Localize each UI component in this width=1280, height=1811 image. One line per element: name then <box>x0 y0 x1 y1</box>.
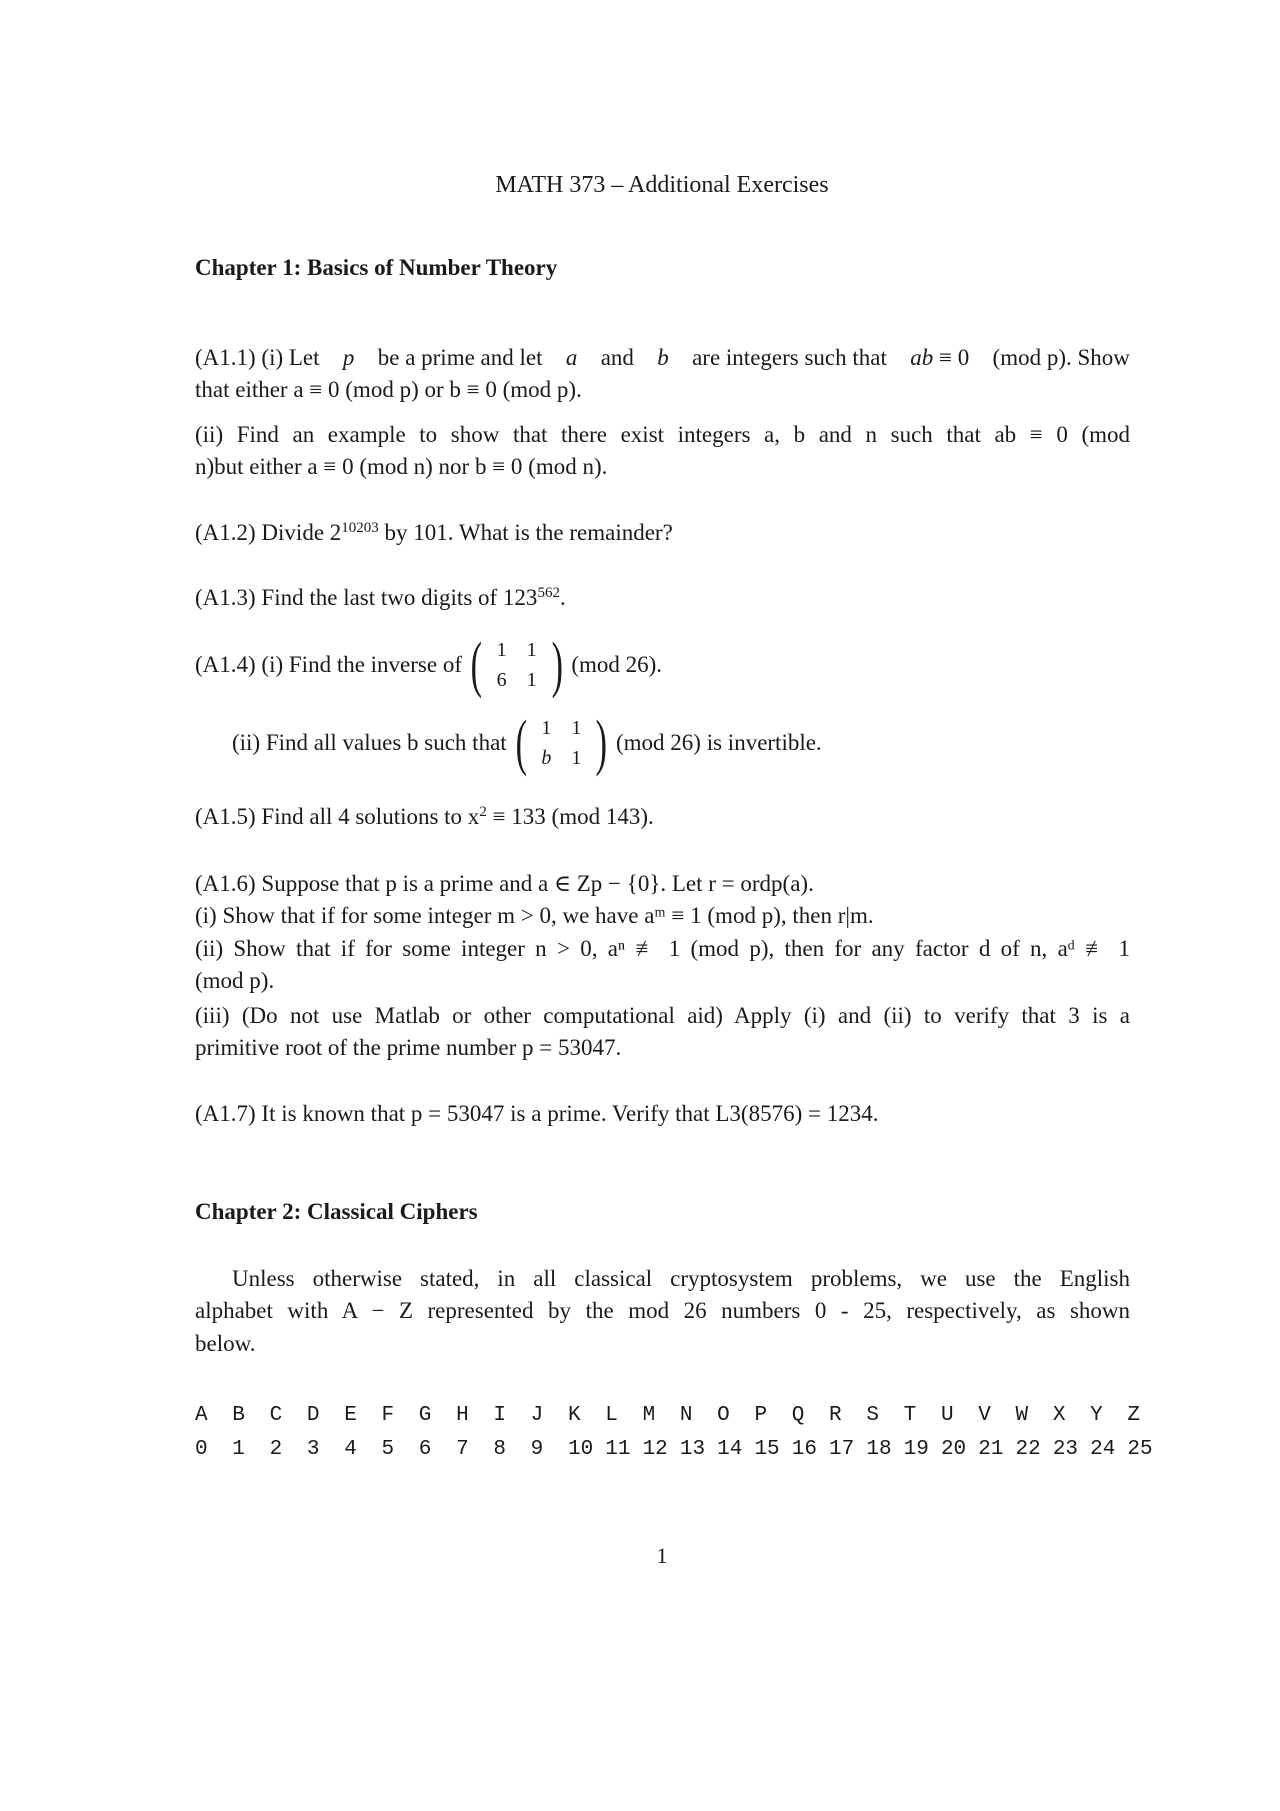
alphabet-number-cell: 22 <box>1015 1437 1041 1461</box>
matrix-ii-cell: b <box>541 747 552 769</box>
matrix-i: ( 1 1 6 1 ) <box>470 631 563 699</box>
matrix-i-cell: 1 <box>526 639 537 661</box>
a14-i-post: (mod 26). <box>571 652 663 677</box>
alphabet-letter-cell: T <box>903 1403 917 1427</box>
page-number: 1 <box>656 1543 668 1568</box>
alphabet-letter-cell: U <box>940 1403 954 1427</box>
alphabet-number-cell: 4 <box>344 1437 357 1461</box>
alphabet-number-cell: 16 <box>791 1437 817 1461</box>
alphabet-number-cell: 20 <box>940 1437 967 1461</box>
chapter-2-heading: Chapter 2: Classical Ciphers <box>195 1199 478 1224</box>
exercise-a1-6-line-4: (mod p). <box>195 968 275 993</box>
exercise-a1-1-line-2: that either a ≡ 0 (mod p) or b ≡ 0 (mod p). <box>195 377 582 402</box>
alphabet-number-cell: 8 <box>493 1437 506 1461</box>
alphabet-letter-cell: F <box>381 1403 395 1427</box>
alphabet-number-cell: 7 <box>456 1437 469 1461</box>
matrix-i-cell: 1 <box>526 669 537 691</box>
matrix-i-cell: 1 <box>496 639 507 661</box>
alphabet-number-cell: 6 <box>418 1437 432 1461</box>
exercise-a1-6-line-3: (ii) Show that if for some integer n > 0, aⁿ ≢ 1 (mod p), then for any factor d of n, aᵈ ≢ 1 <box>195 936 1130 961</box>
alphabet-number-cell: 21 <box>978 1437 1004 1461</box>
exercise-a1-4-ii <box>232 709 822 777</box>
alphabet-number-cell: 12 <box>642 1437 668 1461</box>
alphabet-number-cell: 10 <box>567 1437 594 1461</box>
alphabet-number-cell: 13 <box>679 1437 706 1461</box>
matrix-ii-cell: 1 <box>541 717 552 739</box>
exercise-a1-1-ii-line-1: (ii) Find an example to show that there exist integers a, b and n such that ab ≡ 0 (mod <box>195 422 1130 447</box>
a12-pre: (A1.2) Divide 2 <box>195 520 342 545</box>
exercise-a1-6-line-1: (A1.6) Suppose that p is a prime and a ∈ Zp − {0}. Let r = ordp(a). <box>195 871 814 896</box>
matrix-ii-cell: 1 <box>571 747 582 769</box>
alphabet-number-cell: 5 <box>381 1437 395 1461</box>
chapter-1-heading: Chapter 1: Basics of Number Theory <box>195 255 558 280</box>
a14-i-text: (A1.4) (i) Find the inverse of <box>195 652 462 677</box>
exercise-a1-2 <box>195 520 673 546</box>
alphabet-letter-cell: B <box>232 1403 245 1427</box>
exercise-a1-3 <box>195 585 566 611</box>
exercise-a1-5 <box>195 804 654 830</box>
alphabet-letters-row <box>195 1398 1165 1432</box>
chapter-2-intro-line-2: alphabet with A − Z represented by the mod 26 numbers 0 - 25, respectively, as shown <box>195 1298 1130 1323</box>
a13-post: . <box>559 585 566 610</box>
alphabet-letter-cell: Q <box>791 1403 805 1427</box>
a15-exponent: 2 <box>479 803 487 820</box>
alphabet-letter-cell: W <box>1015 1403 1029 1427</box>
alphabet-number-cell: 23 <box>1052 1437 1079 1461</box>
alphabet-table <box>195 1398 1165 1466</box>
a15-post: ≡ 133 (mod 143). <box>486 804 654 829</box>
alphabet-number-cell: 0 <box>195 1437 208 1461</box>
alphabet-number-cell: 1 <box>232 1437 245 1461</box>
alphabet-number-cell: 2 <box>269 1437 283 1461</box>
alphabet-number-cell: 15 <box>754 1437 780 1461</box>
alphabet-number-cell: 19 <box>903 1437 929 1461</box>
alphabet-letter-cell: C <box>269 1403 283 1427</box>
alphabet-letter-cell: S <box>866 1403 879 1427</box>
alphabet-letter-cell: H <box>456 1403 469 1427</box>
page-title: MATH 373 – Additional Exercises <box>495 172 829 198</box>
alphabet-number-cell: 3 <box>306 1437 320 1461</box>
matrix-ii-cell: 1 <box>571 717 582 739</box>
chapter-2-intro-line-3: below. <box>195 1331 256 1356</box>
a11-and: and <box>600 345 634 370</box>
exercise-a1-7: (A1.7) It is known that p = 53047 is a prime. Verify that L3(8576) = 1234. <box>195 1101 879 1126</box>
alphabet-number-cell: 25 <box>1127 1437 1153 1461</box>
alphabet-letter-cell: I <box>493 1403 506 1427</box>
matrix-ii: ( 1 1 b 1 ) <box>515 709 608 777</box>
alphabet-letter-cell: N <box>679 1403 693 1427</box>
alphabet-letter-cell: D <box>306 1403 320 1427</box>
matrix-i-cell: 6 <box>496 669 507 691</box>
a11-line1b: be a prime and let <box>377 345 543 370</box>
a11-line1c: are integers such that <box>692 345 887 370</box>
alphabet-letter-cell: G <box>418 1403 432 1427</box>
chapter-2-intro-line-1: Unless otherwise stated, in all classical cryptosystem problems, we use the English <box>232 1266 1130 1291</box>
a13-pre: (A1.3) Find the last two digits of 123 <box>195 585 538 610</box>
a12-post: by 101. What is the remainder? <box>378 520 673 545</box>
exercise-a1-6-line-6: primitive root of the prime number p = 53047. <box>195 1035 622 1060</box>
alphabet-letter-cell: J <box>530 1403 544 1427</box>
alphabet-letter-cell: K <box>567 1403 581 1427</box>
alphabet-letter-cell: X <box>1052 1403 1066 1427</box>
alphabet-number-cell: 17 <box>829 1437 855 1461</box>
alphabet-letter-cell: R <box>829 1403 842 1427</box>
exercise-a1-4-i <box>195 631 663 699</box>
exercise-a1-1-ii-line-2: n)but either a ≡ 0 (mod n) nor b ≡ 0 (mod n). <box>195 454 608 479</box>
a11-label: (A1.1) (i) Let <box>195 345 320 370</box>
alphabet-letter-cell: L <box>605 1403 618 1427</box>
a14-ii-text: (ii) Find all values b such that <box>232 730 507 755</box>
alphabet-letter-cell: Y <box>1090 1403 1103 1427</box>
alphabet-letter-cell: Z <box>1127 1403 1141 1427</box>
a11-show: (mod p). Show <box>992 345 1130 370</box>
alphabet-letter-cell: P <box>754 1403 768 1427</box>
alphabet-letter-cell: M <box>642 1403 656 1427</box>
a13-exponent: 562 <box>537 584 560 601</box>
alphabet-number-cell: 9 <box>530 1437 544 1461</box>
alphabet-numbers-row <box>195 1432 1165 1466</box>
alphabet-letter-cell: O <box>717 1403 730 1427</box>
exercise-a1-6-line-2: (i) Show that if for some integer m > 0, we have aᵐ ≡ 1 (mod p), then r|m. <box>195 903 874 928</box>
a15-pre: (A1.5) Find all 4 solutions to x <box>195 804 480 829</box>
alphabet-number-cell: 11 <box>605 1437 631 1461</box>
alphabet-letter-cell: V <box>978 1403 991 1427</box>
alphabet-number-cell: 14 <box>717 1437 743 1461</box>
alphabet-letter-cell: A <box>195 1403 208 1427</box>
a14-ii-post: (mod 26) is invertible. <box>616 730 822 755</box>
a12-exponent: 10203 <box>341 519 379 536</box>
exercise-a1-6-line-5: (iii) (Do not use Matlab or other computational aid) Apply (i) and (ii) to verify that 3 is a <box>195 1003 1130 1028</box>
alphabet-number-cell: 18 <box>866 1437 892 1461</box>
alphabet-number-cell: 24 <box>1090 1437 1116 1461</box>
exercise-a1-1-line-1: (A1.1) (i) Let p be a prime and let a and b are integers such that ab ≡ 0 (mod p). Show <box>195 345 1130 370</box>
alphabet-letter-cell: E <box>344 1403 357 1427</box>
